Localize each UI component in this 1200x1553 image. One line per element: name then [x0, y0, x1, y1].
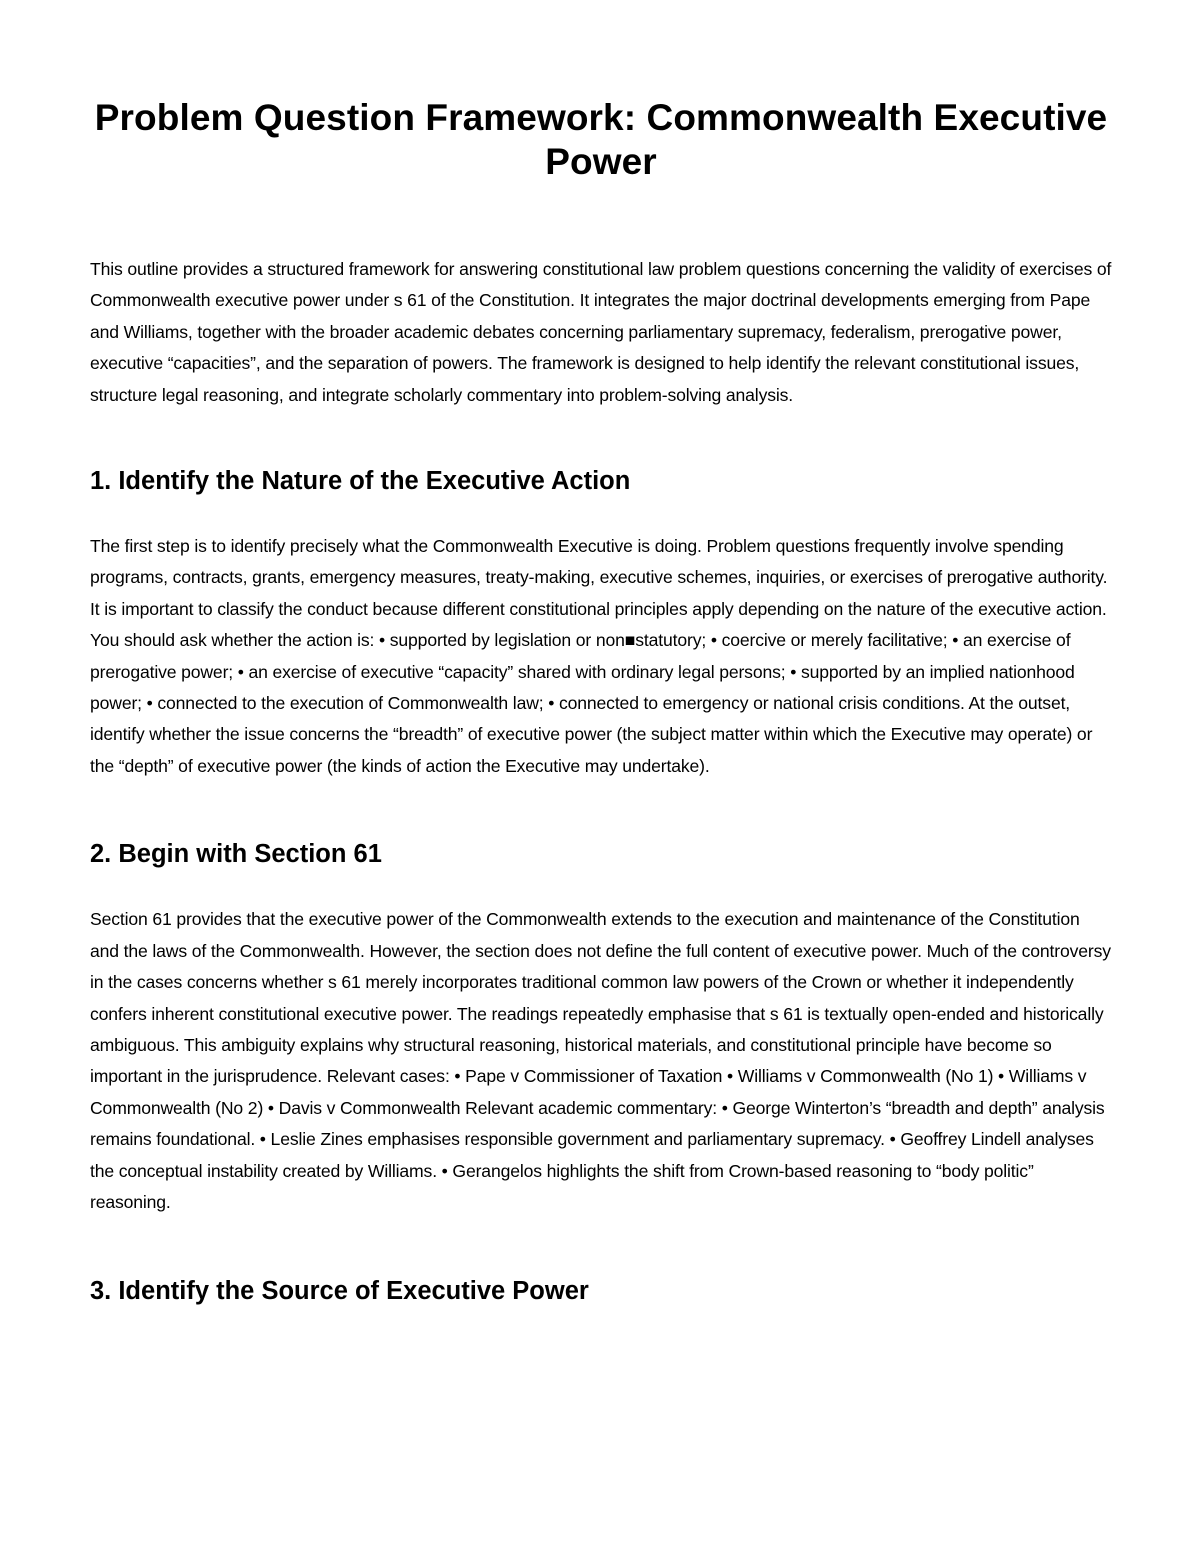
- section-body-nature-of-action: The first step is to identify precisely what the Commonwealth Executive is doing. Problem questions frequently involve spending programs, contracts, grants, emergency measures, treaty-making, executive schemes, inquiries, or exercises of prerogative authority. It is important to classify the conduct because different constitutional principles apply depending on the nature of the executive action. You should ask whether the action is: • supported by legislation or non■statutory; • coercive or merely facilitative; • an exercise of prerogative power; • an exercise of executive “capacity” shared with ordinary legal persons; • supported by an implied nationhood power; • connected to the execution of Commonwealth law; • connected to emergency or national crisis conditions. At the outset, identify whether the issue concerns the “breadth” of executive power (the subject matter within which the Executive may operate) or the “depth” of executive power (the kinds of action the Executive may undertake).: [90, 536, 1108, 776]
- section-body-section-61: Section 61 provides that the executive power of the Commonwealth extends to the execution and maintenance of the Constitution and the laws of the Commonwealth. However, the section does not define the full content of executive power. Much of the controversy in the cases concerns whether s 61 merely incorporates traditional common law powers of the Crown or whether it independently confers inherent constitutional executive power. The readings repeatedly emphasise that s 61 is textually open-ended and historically ambiguous. This ambiguity explains why structural reasoning, historical materials, and constitutional principle have become so important in the jurisprudence. Relevant cases: • Pape v Commissioner of Taxation • Williams v Commonwealth (No 1) • Williams v Commonwealth (No 2) • Davis v Commonwealth Relevant academic commentary: • George Winterton’s “breadth and depth” analysis remains foundational. • Leslie Zines emphasises responsible government and parliamentary supremacy. • Geoffrey Lindell analyses the conceptual instability created by Williams. • Gerangelos highlights the shift from Crown-based reasoning to “body politic” reasoning.: [90, 909, 1111, 1212]
- document-page: [90, 96, 1112, 1307]
- document-title: Problem Question Framework: Commonwealth Executive Power: [94, 97, 1108, 182]
- section-heading-source-of-power: 3. Identify the Source of Executive Power: [90, 1277, 589, 1306]
- section-heading-section-61: 2. Begin with Section 61: [90, 840, 382, 869]
- section-heading-nature-of-action: 1. Identify the Nature of the Executive Action: [90, 467, 631, 496]
- intro-paragraph: This outline provides a structured framework for answering constitutional law problem questions concerning the validity of exercises of Commonwealth executive power under s 61 of the Constitution. It integrates the major doctrinal developments emerging from Pape and Williams, together with the broader academic debates concerning parliamentary supremacy, federalism, prerogative power, executive “capacities”, and the separation of powers. The framework is designed to help identify the relevant constitutional issues, structure legal reasoning, and integrate scholarly commentary into problem-solving analysis.: [90, 259, 1112, 405]
